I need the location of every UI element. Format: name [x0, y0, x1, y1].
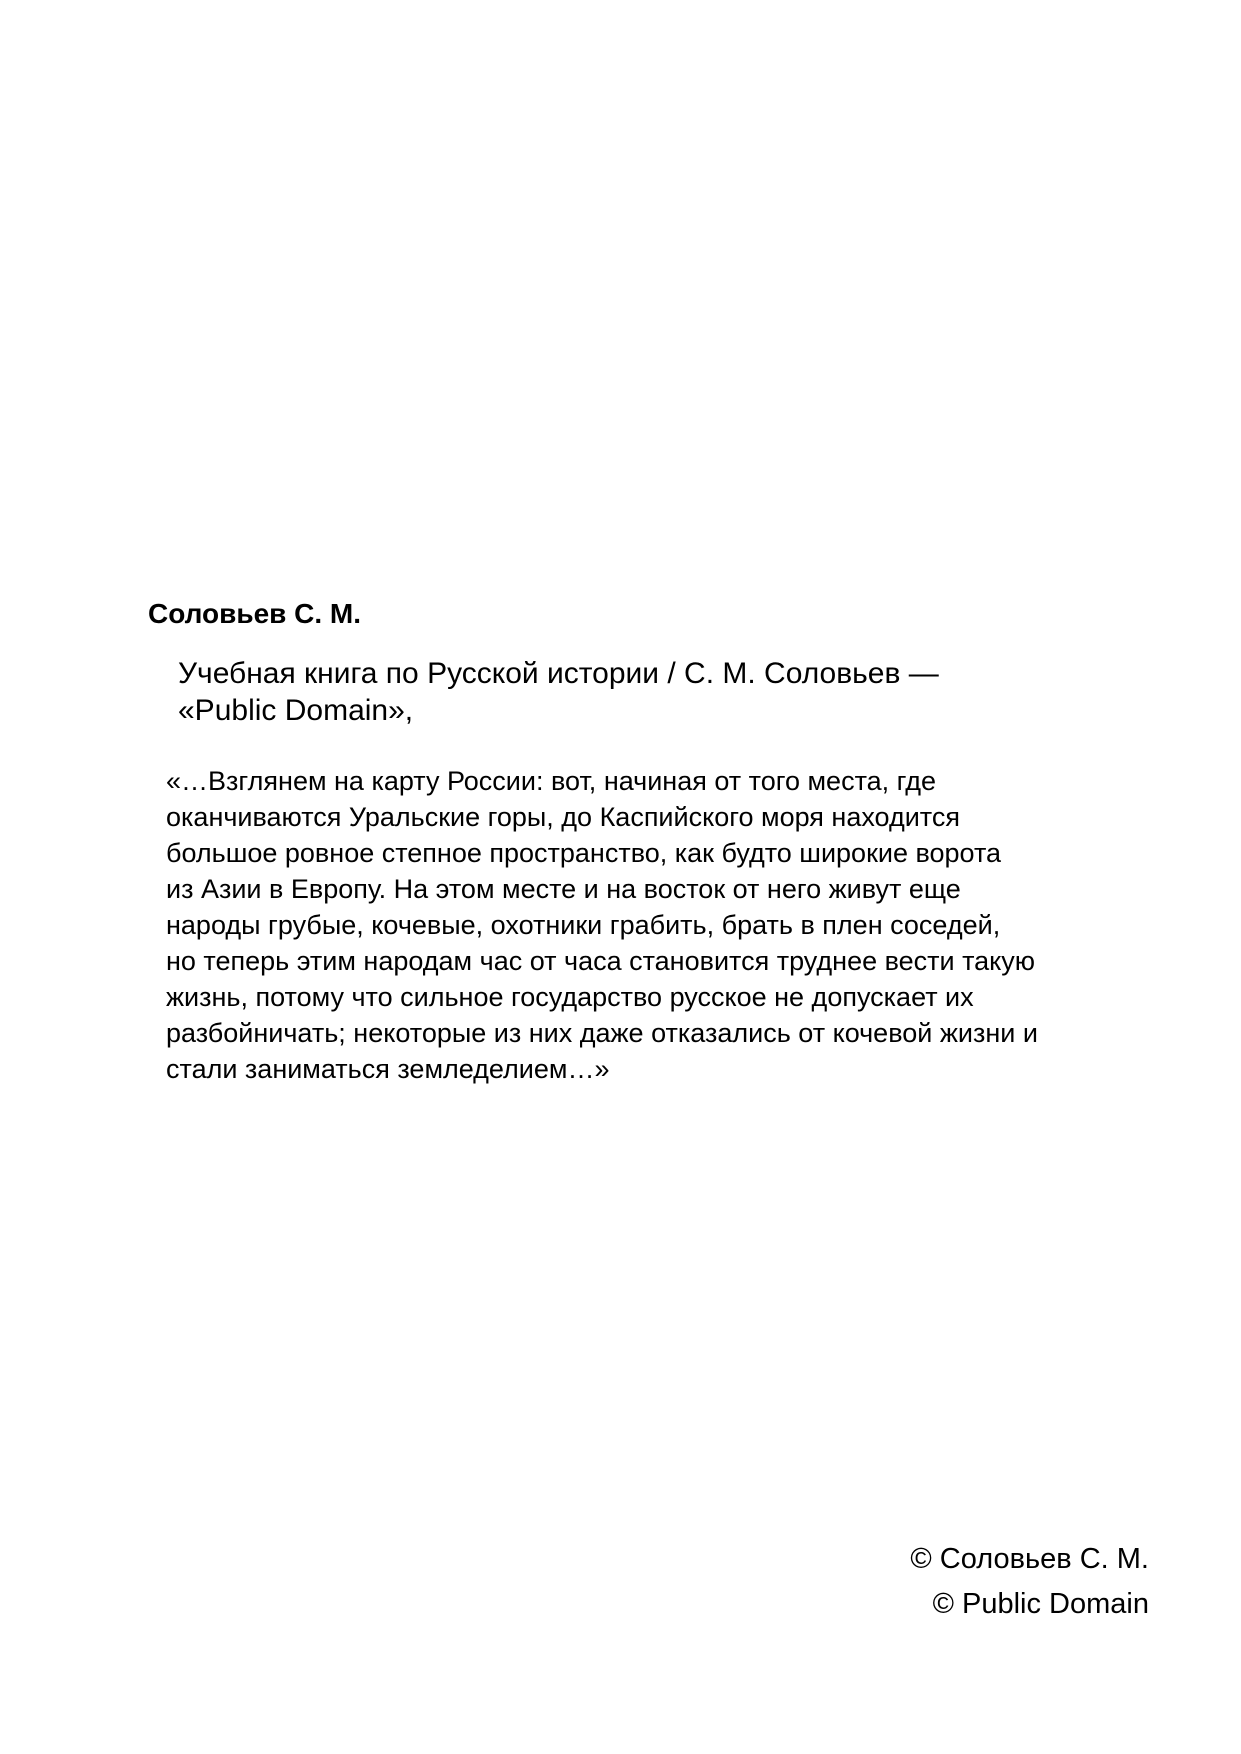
annotation-line: большое ровное степное пространство, как будто широкие ворота — [166, 838, 1002, 868]
citation-line: Учебная книга по Русской истории / С. М. Соловьев — — [178, 657, 939, 690]
copyright-line: © Public Domain — [932, 1588, 1149, 1620]
book-annotation — [166, 763, 1166, 1087]
annotation-line: народы грубые, кочевые, охотники грабить, брать в плен соседей, — [166, 910, 1001, 940]
annotation-line: оканчиваются Уральские горы, до Каспийского моря находится — [166, 802, 960, 832]
bibliographic-citation — [178, 655, 1178, 729]
copyright-block — [910, 1537, 1149, 1627]
author-name: Соловьев С. М. — [148, 598, 362, 629]
annotation-line: жизнь, потому что сильное государство русское не допускает их — [166, 982, 974, 1012]
annotation-line: стали заниматься земледелием…» — [166, 1054, 610, 1084]
annotation-line: из Азии в Европу. На этом месте и на восток от него живут еще — [166, 874, 961, 904]
annotation-line: разбойничать; некоторые из них даже отказались от кочевой жизни и — [166, 1018, 1038, 1048]
annotation-line: «…Взглянем на карту России: вот, начиная от того места, где — [166, 766, 937, 796]
copyright-line: © Соловьев С. М. — [910, 1543, 1149, 1575]
citation-line: «Public Domain», — [178, 694, 414, 727]
annotation-line: но теперь этим народам час от часа становится труднее вести такую — [166, 946, 1036, 976]
